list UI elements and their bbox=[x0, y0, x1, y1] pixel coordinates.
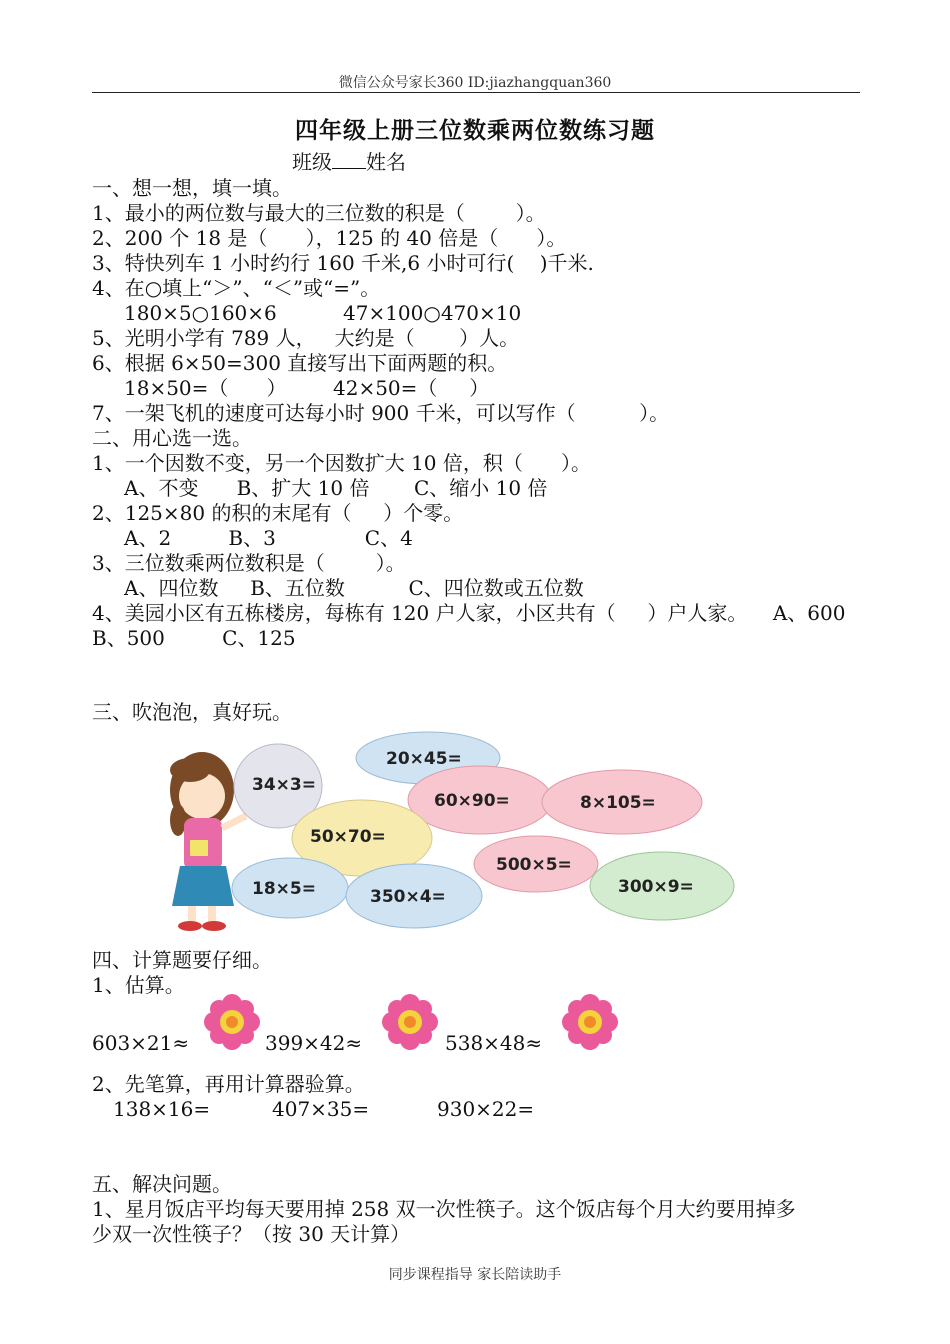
s4-calc-heading: 2、先笔算，再用计算器验算。 bbox=[92, 1072, 365, 1096]
bubble-6 bbox=[474, 836, 598, 892]
s1-question-6a: 18×50=（ ） bbox=[124, 376, 287, 400]
estimate-3: 538×48≈ bbox=[445, 1031, 543, 1055]
estimate-2: 399×42≈ bbox=[265, 1031, 363, 1055]
s1-question-6b: 42×50=（ ） bbox=[333, 376, 490, 400]
s2-question-2: 2、125×80 的积的末尾有（ ）个零。 bbox=[92, 501, 464, 525]
s1-question-3: 3、特快列车 1 小时约行 160 千米,6 小时可行( )千米. bbox=[92, 251, 594, 275]
bubble-7-text: 18×5= bbox=[252, 879, 316, 899]
s1-question-2: 2、200 个 18 是（ ），125 的 40 倍是（ ）。 bbox=[92, 226, 567, 250]
header-rule bbox=[92, 92, 860, 93]
s2-question-4-options: B、500 C、125 bbox=[92, 626, 296, 650]
s1-question-4: 4、在○填上“＞”、“＜”或“=”。 bbox=[92, 276, 381, 300]
bubble-4-text: 8×105= bbox=[580, 793, 656, 813]
bubble-3-text: 60×90= bbox=[434, 791, 510, 811]
section2-heading: 二、用心选一选。 bbox=[92, 426, 252, 450]
bubble-9 bbox=[590, 852, 734, 920]
class-label: 班级 bbox=[292, 150, 332, 174]
flower-icon bbox=[562, 994, 618, 1050]
bubble-3 bbox=[408, 766, 552, 834]
bubble-5-text: 50×70= bbox=[310, 827, 386, 847]
class-blank[interactable] bbox=[332, 152, 366, 169]
calc-2: 407×35= bbox=[272, 1097, 370, 1121]
s5-question-1-line-1: 1、星月饭店平均每天要用掉 258 双一次性筷子。这个饭店每个月大约要用掉多 bbox=[92, 1197, 796, 1221]
estimate-1: 603×21≈ bbox=[92, 1031, 190, 1055]
bubble-1-text: 20×45= bbox=[386, 749, 462, 769]
s4-estimate-heading: 1、估算。 bbox=[92, 973, 185, 997]
class-name-line bbox=[292, 150, 406, 175]
s1-question-4b: 47×100○470×10 bbox=[343, 301, 522, 325]
section5-heading: 五、解决问题。 bbox=[92, 1172, 232, 1196]
flower-icon bbox=[204, 994, 260, 1050]
s1-question-7: 7、一架飞机的速度可达每小时 900 千米，可以写作（ ）。 bbox=[92, 401, 670, 425]
worksheet-title: 四年级上册三位数乘两位数练习题 bbox=[295, 117, 655, 144]
section4-heading: 四、计算题要仔细。 bbox=[92, 948, 272, 972]
s5-question-1-line-2: 少双一次性筷子？（按 30 天计算） bbox=[92, 1222, 411, 1246]
calc-1: 138×16= bbox=[113, 1097, 211, 1121]
bubble-8 bbox=[346, 864, 482, 928]
s1-question-6: 6、根据 6×50=300 直接写出下面两题的积。 bbox=[92, 351, 508, 375]
bubble-4 bbox=[542, 770, 702, 834]
page-footer: 同步课程指导 家长陪读助手 bbox=[388, 1267, 562, 1283]
s2-question-3-options: A、四位数 B、五位数 C、四位数或五位数 bbox=[124, 576, 584, 600]
section3-heading: 三、吹泡泡，真好玩。 bbox=[92, 700, 292, 724]
s1-question-1: 1、最小的两位数与最大的三位数的积是（ ）。 bbox=[92, 201, 546, 225]
bubble-2-text: 34×3= bbox=[252, 775, 316, 795]
flower-icon bbox=[382, 994, 438, 1050]
s2-question-2-options: A、2 B、3 C、4 bbox=[124, 526, 413, 550]
bubble-9-text: 300×9= bbox=[618, 877, 694, 897]
s2-question-3: 3、三位数乘两位数积是（ ）。 bbox=[92, 551, 406, 575]
s1-question-4a: 180×5○160×6 bbox=[124, 301, 277, 325]
s1-question-5: 5、光明小学有 789 人， 大约是（ ）人。 bbox=[92, 326, 520, 350]
bubble-7 bbox=[232, 858, 348, 918]
bubble-8-text: 350×4= bbox=[370, 887, 446, 907]
calc-3: 930×22= bbox=[437, 1097, 535, 1121]
name-label: 姓名 bbox=[366, 150, 406, 174]
bubble-6-text: 500×5= bbox=[496, 855, 572, 875]
s2-question-1: 1、一个因数不变，另一个因数扩大 10 倍，积（ ）。 bbox=[92, 451, 592, 475]
section1-heading: 一、想一想，填一填。 bbox=[92, 176, 292, 200]
page-header: 微信公众号家长360 ID:jiazhangquan360 bbox=[338, 75, 612, 91]
bubble-illustration bbox=[150, 728, 750, 938]
s2-question-1-options: A、不变 B、扩大 10 倍 C、缩小 10 倍 bbox=[124, 476, 548, 500]
s2-question-4: 4、美园小区有五栋楼房，每栋有 120 户人家，小区共有（ ）户人家。 A、600 bbox=[92, 601, 846, 625]
